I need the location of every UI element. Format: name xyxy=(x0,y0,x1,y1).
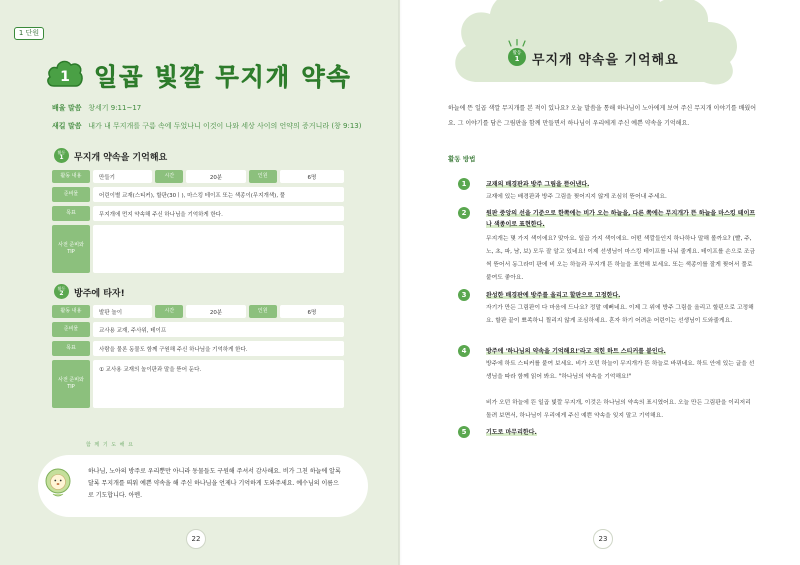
lesson-number: 1 xyxy=(60,69,70,85)
page-number: 23 xyxy=(593,529,613,549)
meta-label: 배울 말씀 xyxy=(52,104,82,112)
table-row xyxy=(52,360,344,408)
step-body: 방주에 하트 스티커를 붙여 보세요. 비가 오던 하늘이 무지개가 뜬 하늘로 바뀌네요. 하트 안에 있는 글을 선생님을 따라 함께 읽어 봐요. "하나님의 약속을 기억해요!" 비가 오던 하늘에 뜬 일곱 빛깔 무지개, 이것은 하나님의 약속의 표시였어요. 오늘 만든 그림판을 이리저리 돌려 보면서, 하나님이 우리에게 주신 예쁜 약속을 잊지 말고 기억해요. xyxy=(486,361,755,419)
table-label: 인원 xyxy=(249,305,277,318)
method-title: 활동 방법 xyxy=(448,155,476,163)
step-title: 기도로 마무리한다. xyxy=(486,429,537,436)
table-cell: 어린이별 교재(스티커), 할판(30ㅣ), 마스킹 테이프 또는 색종이(무지개색), 풀 xyxy=(93,187,344,202)
unit-tab: 1 단원 xyxy=(14,27,44,40)
table-label: 활동 내용 xyxy=(52,170,90,183)
table-label: 인원 xyxy=(249,170,277,183)
prayer-tag: 함 께 기 도 해 요 xyxy=(86,442,134,448)
step-number: 5 xyxy=(458,426,470,438)
meta-value: 내가 내 무지개를 구름 속에 두었나니 이것이 나와 세상 사이의 언약의 증거니라 (창 9:13) xyxy=(88,122,362,130)
table-row xyxy=(52,206,344,221)
table-cell xyxy=(93,225,344,273)
lesson-title: 일곱 빛깔 무지개 약속 xyxy=(94,63,352,91)
activity-title: 무지개 약속을 기억해요 xyxy=(74,153,168,163)
step-number: 3 xyxy=(458,289,470,301)
table-label: 시간 xyxy=(155,305,183,318)
activity-badge: 활동 2 xyxy=(54,284,69,299)
step-body: 자기가 만든 그림판이 다 마음에 드나요? 정말 예뻐네요. 이제 그 위에 방주 그림을 올리고 할핀으로 고정해요. 할판 끝이 뾰족하니 찔리지 않게 조심하세요. 혼자 하기 어려운 어린이는 선생님이 도와줄게요. xyxy=(486,305,754,324)
table-label: 사전 준비와 TIP xyxy=(52,225,90,273)
table-row xyxy=(52,322,344,337)
step-number: 1 xyxy=(458,178,470,190)
rays-icon xyxy=(507,39,527,47)
table-cell: 사람을 물론 동물도 함께 구원해 주신 하나님을 기억하게 한다. xyxy=(93,341,344,356)
table-cell: 20분 xyxy=(186,305,245,318)
table-cell: 20분 xyxy=(186,170,245,183)
right-page xyxy=(400,0,800,565)
activity-badge: 활동 1 xyxy=(54,148,69,163)
lion-icon xyxy=(44,468,72,498)
table-row xyxy=(52,187,344,202)
meta-label: 새길 말씀 xyxy=(52,122,82,130)
table-label: 준비물 xyxy=(52,187,90,202)
meta-row-memory-verse xyxy=(52,121,362,131)
table-cell: 6명 xyxy=(280,305,344,318)
table-cell: 교사용 교재, 주사위, 테이프 xyxy=(93,322,344,337)
table-label: 준비물 xyxy=(52,322,90,337)
lesson-title-block xyxy=(46,56,366,90)
table-cell: 6명 xyxy=(280,170,344,183)
cloud-icon xyxy=(46,56,84,90)
table-label: 활동 내용 xyxy=(52,305,90,318)
intro-paragraph: 하늘에 뜬 일곱 색깔 무지개를 본 적이 있나요? 오늘 말씀을 통해 하나님이 노아에게 보여 주신 무지개 이야기를 배웠어요. 그 이야기를 담은 그림판을 함께 만들면서 하나님이 우리에게 주신 예쁜 약속을 기억해요. xyxy=(448,105,757,127)
table-label: 목표 xyxy=(52,206,90,221)
table-row xyxy=(52,170,344,183)
table-label: 목표 xyxy=(52,341,90,356)
step-number: 4 xyxy=(458,345,470,357)
step-title: 원판 중앙의 선을 기준으로 한쪽에는 비가 오는 하늘을, 다른 쪽에는 무지개가 뜬 하늘을 마스킹 테이프나 색종이로 표현한다. xyxy=(486,210,756,228)
table-label: 시간 xyxy=(155,170,183,183)
table-cell: 무지개에 먼지 약속해 주신 하나님을 기억하게 한다. xyxy=(93,206,344,221)
step-title: 교재의 배경판과 방주 그림을 뜯어낸다. xyxy=(486,181,590,188)
activity-badge: 활동 1 xyxy=(508,48,526,66)
meta-row-scripture xyxy=(52,103,141,113)
prayer-text: 하나님, 노아의 방주로 우리뿐만 아니라 동물들도 구원해 주셔서 감사해요. 비가 그친 하늘에 알록달록 무지개를 띄워 예쁜 약속을 해 주신 하나님을 언제나 기억하게 도와주세요. 예수님의 이름으로 기도합니다. 아멘. xyxy=(88,468,341,499)
table-cell: 발판 놀이 xyxy=(93,305,152,318)
table-row xyxy=(52,341,344,356)
step-title: 방주에 '하나님의 약속을 기억해요!'라고 적힌 하트 스티커를 붙인다. xyxy=(486,348,666,355)
page-number: 22 xyxy=(186,529,206,549)
step-number: 2 xyxy=(458,207,470,219)
table-row xyxy=(52,305,344,318)
table-cell: 만들기 xyxy=(93,170,152,183)
table-label: 사전 준비와 TIP xyxy=(52,360,90,408)
table-cell: ① 교사용 교재의 놀이판과 말을 뜯어 둔다. xyxy=(93,360,344,408)
cloud-icon xyxy=(448,0,746,92)
table-row xyxy=(52,225,344,273)
book-gutter xyxy=(398,0,402,565)
activity-title: 방주에 타자! xyxy=(74,289,125,299)
step-body: 교재에 있는 배경판과 방주 그림을 찢어지지 않게 조심히 뜯어내 주세요. xyxy=(486,194,667,200)
meta-value: 창세기 9:11~17 xyxy=(88,104,142,112)
activity-title: 무지개 약속을 기억해요 xyxy=(532,53,679,68)
step-body: 무지개는 몇 가지 색이에요? 맞아요. 일곱 가지 색이에요. 어떤 색깔들인지 하나하나 말해 볼까요? (빨, 주, 노, 초, 파, 남, 보) 모두 잘 알고 있네요! 이제 선생님이 마스킹 테이프를 나눠 줄게요. 테이프를 손으로 조금씩 뜯어서 동그라미 판에 비 오는 하늘과 무지개 뜬 하늘을 표현해 보세요. 또는 색종이를 잘게 찢어서 풀로 붙여도 좋아요. xyxy=(486,236,756,281)
step-title: 완성한 배경판에 방주를 올리고 할판으로 고정한다. xyxy=(486,292,621,299)
